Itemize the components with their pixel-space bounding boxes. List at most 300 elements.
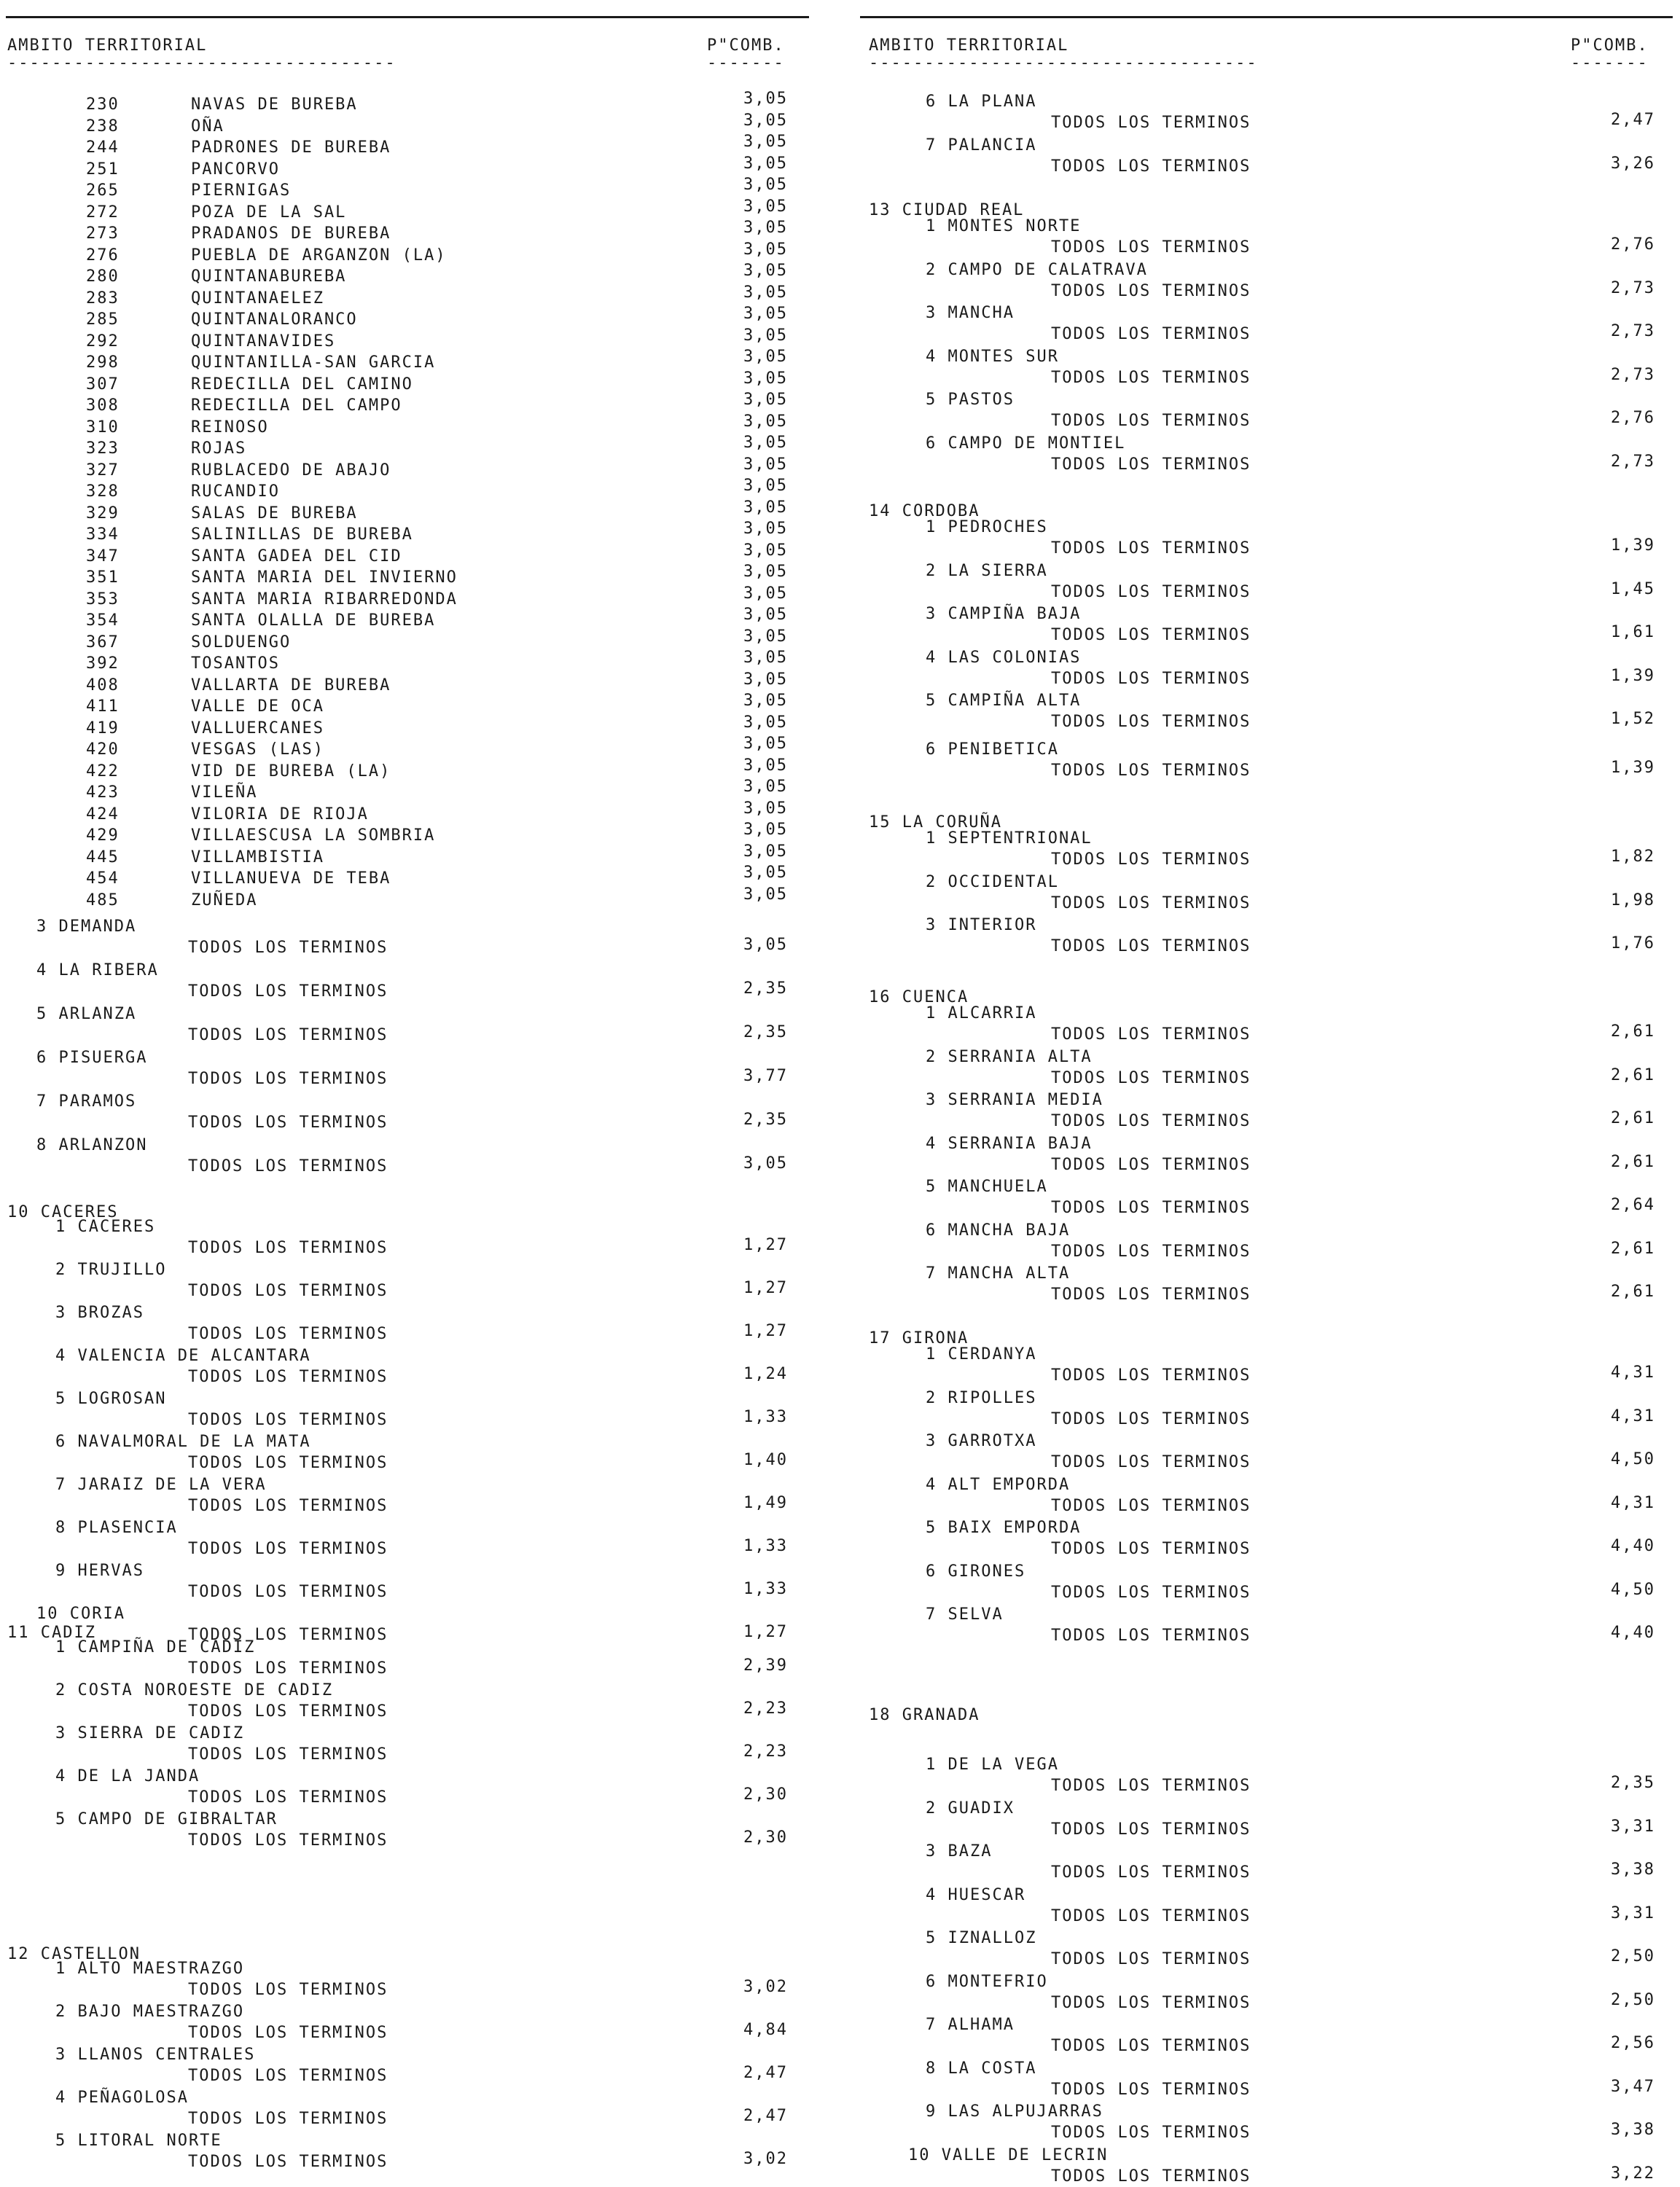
municipality-code: 273 bbox=[86, 224, 120, 243]
municipality-name: REDECILLA DEL CAMPO bbox=[191, 396, 402, 415]
district-value: 1,52 bbox=[1611, 710, 1655, 728]
district-name: 1 CACERES bbox=[55, 1218, 156, 1236]
municipality-name: VALLE DE OCA bbox=[191, 697, 324, 716]
municipality-name: SANTA OLALLA DE BUREBA bbox=[191, 611, 436, 630]
municipality-value: 3,05 bbox=[743, 799, 788, 818]
municipality-value: 3,05 bbox=[743, 520, 788, 538]
municipality-value: 3,05 bbox=[743, 90, 788, 108]
district-value: 2,30 bbox=[743, 1828, 788, 1847]
district-name: 6 MONTEFRIO bbox=[926, 1972, 1048, 1991]
header-ambito-underline: ----------------------------------- bbox=[869, 54, 1258, 72]
todos-los-terminos: TODOS LOS TERMINOS bbox=[1051, 2167, 1251, 2186]
district-name: 4 PEÑAGOLOSA bbox=[55, 2089, 189, 2107]
todos-los-terminos: TODOS LOS TERMINOS bbox=[188, 1981, 388, 1999]
district-value: 2,23 bbox=[743, 1699, 788, 1718]
municipality-code: 392 bbox=[86, 654, 120, 673]
municipality-code: 351 bbox=[86, 568, 120, 587]
todos-los-terminos: TODOS LOS TERMINOS bbox=[188, 2153, 388, 2171]
district-name: 7 ALHAMA bbox=[926, 2016, 1015, 2034]
municipality-code: 328 bbox=[86, 482, 120, 501]
municipality-value: 3,05 bbox=[743, 176, 788, 194]
todos-los-terminos: TODOS LOS TERMINOS bbox=[188, 1026, 388, 1044]
municipality-value: 3,05 bbox=[743, 240, 788, 259]
municipality-name: TOSANTOS bbox=[191, 654, 280, 673]
district-value: 2,47 bbox=[743, 2107, 788, 2125]
todos-los-terminos: TODOS LOS TERMINOS bbox=[188, 1114, 388, 1132]
municipality-code: 265 bbox=[86, 181, 120, 200]
municipality-value: 3,05 bbox=[743, 649, 788, 667]
municipality-value: 3,05 bbox=[743, 219, 788, 237]
municipality-code: 283 bbox=[86, 289, 120, 308]
municipality-name: ZUÑEDA bbox=[191, 891, 258, 909]
municipality-value: 3,05 bbox=[743, 498, 788, 517]
district-value: 1,27 bbox=[743, 1236, 788, 1254]
todos-los-terminos: TODOS LOS TERMINOS bbox=[188, 1745, 388, 1764]
municipality-code: 238 bbox=[86, 117, 120, 136]
district-value: 2,73 bbox=[1611, 278, 1655, 297]
district-value: 2,23 bbox=[743, 1742, 788, 1761]
todos-los-terminos: TODOS LOS TERMINOS bbox=[188, 1583, 388, 1601]
district-name: 1 ALTO MAESTRAZGO bbox=[55, 1960, 245, 1978]
municipality-name: VILLANUEVA DE TEBA bbox=[191, 869, 391, 888]
district-value: 4,31 bbox=[1611, 1493, 1655, 1512]
municipality-code: 429 bbox=[86, 826, 120, 845]
municipality-value: 3,05 bbox=[743, 627, 788, 646]
todos-los-terminos: TODOS LOS TERMINOS bbox=[1051, 850, 1251, 869]
district-name: 6 NAVALMORAL DE LA MATA bbox=[55, 1433, 311, 1451]
district-value: 3,02 bbox=[743, 1978, 788, 1996]
municipality-name: VILLAESCUSA LA SOMBRIA bbox=[191, 826, 436, 845]
district-value: 2,61 bbox=[1611, 1152, 1655, 1171]
municipality-code: 292 bbox=[86, 332, 120, 351]
district-name: 1 MONTES NORTE bbox=[926, 217, 1082, 235]
district-value: 4,40 bbox=[1611, 1624, 1655, 1642]
header-pcomb: P"COMB. bbox=[707, 36, 785, 55]
district-name: 8 LA COSTA bbox=[926, 2059, 1037, 2078]
municipality-name: QUINTANAELEZ bbox=[191, 289, 324, 308]
municipality-value: 3,05 bbox=[743, 842, 788, 861]
district-name: 2 RIPOLLES bbox=[926, 1388, 1037, 1407]
todos-los-terminos: TODOS LOS TERMINOS bbox=[1051, 1627, 1251, 1645]
province-title: 13 CIUDAD REAL bbox=[869, 201, 1025, 219]
todos-los-terminos: TODOS LOS TERMINOS bbox=[188, 1659, 388, 1678]
municipality-code: 408 bbox=[86, 676, 120, 695]
municipality-value: 3,05 bbox=[743, 584, 788, 603]
todos-los-terminos: TODOS LOS TERMINOS bbox=[1051, 539, 1251, 557]
district-name: 5 LOGROSAN bbox=[55, 1390, 167, 1408]
province-title: 14 CORDOBA bbox=[869, 502, 980, 520]
todos-los-terminos: TODOS LOS TERMINOS bbox=[188, 1626, 388, 1644]
district-value: 3,31 bbox=[1611, 1817, 1655, 1836]
district-value: 3,77 bbox=[743, 1067, 788, 1085]
district-value: 3,38 bbox=[1611, 2121, 1655, 2139]
district-name: 3 LLANOS CENTRALES bbox=[55, 2046, 256, 2064]
todos-los-terminos: TODOS LOS TERMINOS bbox=[1051, 114, 1251, 132]
district-value: 3,31 bbox=[1611, 1904, 1655, 1922]
province-title: 18 GRANADA bbox=[869, 1706, 980, 1724]
todos-los-terminos: TODOS LOS TERMINOS bbox=[1051, 2080, 1251, 2099]
district-name: 8 PLASENCIA bbox=[55, 1519, 178, 1537]
district-name: 1 ALCARRIA bbox=[926, 1004, 1037, 1022]
district-value: 4,50 bbox=[1611, 1580, 1655, 1599]
header-pcomb-underline: ------- bbox=[707, 54, 785, 72]
todos-los-terminos: TODOS LOS TERMINOS bbox=[1051, 1242, 1251, 1261]
todos-los-terminos: TODOS LOS TERMINOS bbox=[188, 1411, 388, 1429]
district-value: 1,76 bbox=[1611, 934, 1655, 952]
todos-los-terminos: TODOS LOS TERMINOS bbox=[188, 1368, 388, 1386]
todos-los-terminos: TODOS LOS TERMINOS bbox=[1051, 412, 1251, 430]
district-name: 6 CAMPO DE MONTIEL bbox=[926, 434, 1126, 453]
district-name: 3 SERRANIA MEDIA bbox=[926, 1091, 1103, 1109]
todos-los-terminos: TODOS LOS TERMINOS bbox=[1051, 893, 1251, 912]
district-name: 7 PALANCIA bbox=[926, 136, 1037, 154]
todos-los-terminos: TODOS LOS TERMINOS bbox=[1051, 238, 1251, 257]
district-value: 3,22 bbox=[1611, 2164, 1655, 2183]
todos-los-terminos: TODOS LOS TERMINOS bbox=[1051, 2037, 1251, 2055]
district-value: 1,49 bbox=[743, 1494, 788, 1512]
municipality-value: 3,05 bbox=[743, 885, 788, 904]
municipality-code: 276 bbox=[86, 246, 120, 265]
district-name: 7 SELVA bbox=[926, 1605, 1004, 1624]
district-value: 2,56 bbox=[1611, 2034, 1655, 2052]
municipality-name: RUBLACEDO DE ABAJO bbox=[191, 461, 391, 480]
municipality-code: 419 bbox=[86, 719, 120, 738]
municipality-code: 272 bbox=[86, 203, 120, 222]
district-name: 5 PASTOS bbox=[926, 391, 1015, 409]
district-name: 4 DE LA JANDA bbox=[55, 1767, 200, 1785]
district-value: 1,33 bbox=[743, 1408, 788, 1426]
municipality-code: 454 bbox=[86, 869, 120, 888]
municipality-value: 3,05 bbox=[743, 412, 788, 431]
municipality-name: QUINTANABUREBA bbox=[191, 267, 347, 286]
todos-los-terminos: TODOS LOS TERMINOS bbox=[188, 1282, 388, 1300]
todos-los-terminos: TODOS LOS TERMINOS bbox=[188, 2067, 388, 2085]
district-value: 2,73 bbox=[1611, 322, 1655, 340]
district-name: 3 GARROTXA bbox=[926, 1432, 1037, 1450]
district-value: 4,50 bbox=[1611, 1450, 1655, 1468]
district-value: 1,39 bbox=[1611, 536, 1655, 555]
municipality-value: 3,05 bbox=[743, 154, 788, 173]
district-name: 6 GIRONES bbox=[926, 1562, 1026, 1581]
district-name: 8 ARLANZON bbox=[36, 1136, 148, 1154]
municipality-value: 3,05 bbox=[743, 133, 788, 151]
municipality-name: PANCORVO bbox=[191, 160, 280, 179]
todos-los-terminos: TODOS LOS TERMINOS bbox=[1051, 937, 1251, 955]
municipality-value: 3,05 bbox=[743, 262, 788, 280]
todos-los-terminos: TODOS LOS TERMINOS bbox=[188, 1702, 388, 1721]
header-pcomb: P"COMB. bbox=[1571, 36, 1649, 55]
municipality-name: REINOSO bbox=[191, 418, 269, 437]
municipality-name: VALLUERCANES bbox=[191, 719, 324, 738]
header-ambito: AMBITO TERRITORIAL bbox=[869, 36, 1069, 55]
top-rule bbox=[860, 16, 1673, 18]
district-value: 2,35 bbox=[743, 1111, 788, 1129]
district-value: 2,64 bbox=[1611, 1196, 1655, 1214]
district-name: 3 CAMPIÑA BAJA bbox=[926, 605, 1082, 623]
district-value: 3,05 bbox=[743, 936, 788, 954]
top-rule bbox=[6, 16, 809, 18]
municipality-code: 422 bbox=[86, 762, 120, 780]
district-name: 5 BAIX EMPORDA bbox=[926, 1519, 1082, 1537]
municipality-value: 3,05 bbox=[743, 326, 788, 345]
todos-los-terminos: TODOS LOS TERMINOS bbox=[1051, 1409, 1251, 1428]
district-value: 4,31 bbox=[1611, 1364, 1655, 1382]
todos-los-terminos: TODOS LOS TERMINOS bbox=[1051, 1155, 1251, 1174]
municipality-code: 445 bbox=[86, 848, 120, 866]
todos-los-terminos: TODOS LOS TERMINOS bbox=[1051, 1112, 1251, 1130]
district-value: 4,40 bbox=[1611, 1537, 1655, 1555]
district-value: 3,26 bbox=[1611, 154, 1655, 173]
municipality-code: 485 bbox=[86, 891, 120, 909]
district-value: 1,39 bbox=[1611, 759, 1655, 777]
municipality-value: 3,05 bbox=[743, 756, 788, 775]
municipality-value: 3,05 bbox=[743, 864, 788, 882]
district-name: 10 VALLE DE LECRIN bbox=[908, 2145, 1109, 2164]
district-name: 4 ALT EMPORDA bbox=[926, 1475, 1071, 1494]
municipality-value: 3,05 bbox=[743, 434, 788, 452]
municipality-value: 3,05 bbox=[743, 606, 788, 624]
municipality-code: 354 bbox=[86, 611, 120, 630]
municipality-value: 3,05 bbox=[743, 713, 788, 732]
municipality-value: 3,05 bbox=[743, 692, 788, 710]
municipality-name: PUEBLA DE ARGANZON (LA) bbox=[191, 246, 447, 265]
todos-los-terminos: TODOS LOS TERMINOS bbox=[1051, 281, 1251, 300]
todos-los-terminos: TODOS LOS TERMINOS bbox=[1051, 1496, 1251, 1515]
todos-los-terminos: TODOS LOS TERMINOS bbox=[188, 2110, 388, 2128]
municipality-code: 424 bbox=[86, 805, 120, 823]
municipality-code: 334 bbox=[86, 525, 120, 544]
municipality-name: OÑA bbox=[191, 117, 224, 136]
municipality-value: 3,05 bbox=[743, 305, 788, 323]
district-name: 5 CAMPO DE GIBRALTAR bbox=[55, 1810, 278, 1828]
todos-los-terminos: TODOS LOS TERMINOS bbox=[1051, 1906, 1251, 1925]
district-name: 1 PEDROCHES bbox=[926, 518, 1048, 536]
municipality-value: 3,05 bbox=[743, 735, 788, 753]
todos-los-terminos: TODOS LOS TERMINOS bbox=[1051, 368, 1251, 387]
district-value: 2,61 bbox=[1611, 1022, 1655, 1041]
district-name: 5 LITORAL NORTE bbox=[55, 2132, 222, 2150]
district-value: 2,73 bbox=[1611, 452, 1655, 471]
district-value: 2,30 bbox=[743, 1785, 788, 1804]
municipality-code: 230 bbox=[86, 95, 120, 114]
todos-los-terminos: TODOS LOS TERMINOS bbox=[188, 1157, 388, 1175]
district-value: 1,45 bbox=[1611, 579, 1655, 598]
todos-los-terminos: TODOS LOS TERMINOS bbox=[188, 1454, 388, 1472]
district-value: 1,27 bbox=[743, 1623, 788, 1641]
municipality-name: POZA DE LA SAL bbox=[191, 203, 347, 222]
municipality-value: 3,05 bbox=[743, 111, 788, 130]
municipality-name: VALLARTA DE BUREBA bbox=[191, 676, 391, 695]
district-name: 2 OCCIDENTAL bbox=[926, 872, 1059, 891]
district-name: 4 LAS COLONIAS bbox=[926, 648, 1082, 667]
municipality-name: SALAS DE BUREBA bbox=[191, 504, 358, 523]
municipality-code: 411 bbox=[86, 697, 120, 716]
district-value: 1,39 bbox=[1611, 666, 1655, 685]
municipality-code: 308 bbox=[86, 396, 120, 415]
todos-los-terminos: TODOS LOS TERMINOS bbox=[1051, 1583, 1251, 1602]
district-value: 2,35 bbox=[1611, 1774, 1655, 1792]
district-value: 2,73 bbox=[1611, 365, 1655, 384]
municipality-name: PADRONES DE BUREBA bbox=[191, 138, 391, 157]
todos-los-terminos: TODOS LOS TERMINOS bbox=[188, 1831, 388, 1850]
district-name: 2 CAMPO DE CALATRAVA bbox=[926, 260, 1148, 279]
todos-los-terminos: TODOS LOS TERMINOS bbox=[1051, 1366, 1251, 1385]
district-name: 6 PENIBETICA bbox=[926, 740, 1059, 759]
municipality-value: 3,05 bbox=[743, 348, 788, 366]
municipality-name: SANTA GADEA DEL CID bbox=[191, 547, 402, 566]
todos-los-terminos: TODOS LOS TERMINOS bbox=[188, 1239, 388, 1257]
district-value: 2,39 bbox=[743, 1656, 788, 1675]
district-name: 3 INTERIOR bbox=[926, 916, 1037, 934]
province-title: 10 CACERES bbox=[7, 1203, 119, 1221]
municipality-code: 251 bbox=[86, 160, 120, 179]
todos-los-terminos: TODOS LOS TERMINOS bbox=[1051, 1199, 1251, 1217]
todos-los-terminos: TODOS LOS TERMINOS bbox=[1051, 325, 1251, 343]
municipality-value: 3,05 bbox=[743, 455, 788, 474]
todos-los-terminos: TODOS LOS TERMINOS bbox=[1051, 669, 1251, 688]
district-value: 2,50 bbox=[1611, 1947, 1655, 1965]
municipality-value: 3,05 bbox=[743, 541, 788, 560]
municipality-name: ROJAS bbox=[191, 439, 247, 458]
district-name: 9 HERVAS bbox=[55, 1562, 144, 1580]
municipality-name: VID DE BUREBA (LA) bbox=[191, 762, 391, 780]
municipality-name: SOLDUENGO bbox=[191, 633, 292, 652]
municipality-code: 327 bbox=[86, 461, 120, 480]
municipality-name: VESGAS (LAS) bbox=[191, 740, 324, 759]
district-name: 4 LA RIBERA bbox=[36, 961, 159, 979]
municipality-name: RUCANDIO bbox=[191, 482, 280, 501]
municipality-code: 244 bbox=[86, 138, 120, 157]
district-name: 4 MONTES SUR bbox=[926, 347, 1059, 366]
district-name: 2 TRUJILLO bbox=[55, 1261, 167, 1279]
todos-los-terminos: TODOS LOS TERMINOS bbox=[188, 1540, 388, 1558]
municipality-code: 353 bbox=[86, 590, 120, 609]
municipality-code: 298 bbox=[86, 353, 120, 372]
municipality-value: 3,05 bbox=[743, 369, 788, 388]
municipality-name: QUINTANALORANCO bbox=[191, 310, 358, 329]
todos-los-terminos: TODOS LOS TERMINOS bbox=[188, 1325, 388, 1343]
district-name: 5 CAMPIÑA ALTA bbox=[926, 692, 1082, 710]
municipality-name: SALINILLAS DE BUREBA bbox=[191, 525, 413, 544]
municipality-code: 280 bbox=[86, 267, 120, 286]
district-name: 4 VALENCIA DE ALCANTARA bbox=[55, 1347, 311, 1365]
municipality-name: QUINTANAVIDES bbox=[191, 332, 336, 351]
municipality-code: 329 bbox=[86, 504, 120, 523]
district-name: 5 MANCHUELA bbox=[926, 1178, 1048, 1196]
province-title: 12 CASTELLON bbox=[7, 1945, 141, 1963]
district-name: 5 ARLANZA bbox=[36, 1005, 137, 1023]
municipality-value: 3,05 bbox=[743, 391, 788, 409]
province-title: 15 LA CORUÑA bbox=[869, 813, 1002, 832]
district-name: 3 SIERRA DE CADIZ bbox=[55, 1724, 245, 1742]
municipality-name: SANTA MARIA DEL INVIERNO bbox=[191, 568, 458, 587]
district-value: 1,33 bbox=[743, 1580, 788, 1598]
district-value: 3,05 bbox=[743, 1154, 788, 1173]
municipality-name: QUINTANILLA-SAN GARCIA bbox=[191, 353, 436, 372]
municipality-value: 3,05 bbox=[743, 563, 788, 581]
district-value: 1,61 bbox=[1611, 623, 1655, 641]
todos-los-terminos: TODOS LOS TERMINOS bbox=[1051, 1025, 1251, 1044]
district-value: 1,33 bbox=[743, 1537, 788, 1555]
municipality-name: VILEÑA bbox=[191, 783, 258, 802]
district-name: 10 CORIA bbox=[36, 1605, 125, 1623]
district-value: 2,50 bbox=[1611, 1990, 1655, 2009]
todos-los-terminos: TODOS LOS TERMINOS bbox=[1051, 455, 1251, 474]
municipality-code: 367 bbox=[86, 633, 120, 652]
district-name: 2 LA SIERRA bbox=[926, 561, 1048, 580]
district-value: 2,35 bbox=[743, 979, 788, 998]
district-name: 2 BAJO MAESTRAZGO bbox=[55, 2003, 245, 2021]
district-value: 2,47 bbox=[743, 2064, 788, 2082]
todos-los-terminos: TODOS LOS TERMINOS bbox=[1051, 713, 1251, 731]
municipality-name: PRADANOS DE BUREBA bbox=[191, 224, 391, 243]
district-name: 1 SEPTENTRIONAL bbox=[926, 829, 1093, 848]
todos-los-terminos: TODOS LOS TERMINOS bbox=[1051, 1453, 1251, 1471]
district-name: 1 CERDANYA bbox=[926, 1345, 1037, 1364]
district-name: 2 GUADIX bbox=[926, 1799, 1015, 1818]
district-name: 7 JARAIZ DE LA VERA bbox=[55, 1476, 267, 1494]
municipality-value: 3,05 bbox=[743, 670, 788, 689]
todos-los-terminos: TODOS LOS TERMINOS bbox=[1051, 582, 1251, 601]
municipality-code: 323 bbox=[86, 439, 120, 458]
district-value: 1,98 bbox=[1611, 891, 1655, 909]
todos-los-terminos: TODOS LOS TERMINOS bbox=[1051, 762, 1251, 780]
municipality-value: 3,05 bbox=[743, 283, 788, 302]
district-value: 1,27 bbox=[743, 1322, 788, 1340]
municipality-name: SANTA MARIA RIBARREDONDA bbox=[191, 590, 458, 609]
header-ambito: AMBITO TERRITORIAL bbox=[7, 36, 208, 55]
todos-los-terminos: TODOS LOS TERMINOS bbox=[1051, 1993, 1251, 2012]
district-value: 2,61 bbox=[1611, 1109, 1655, 1127]
province-title: 16 CUENCA bbox=[869, 988, 969, 1006]
municipality-code: 423 bbox=[86, 783, 120, 802]
header-pcomb-underline: ------- bbox=[1571, 54, 1649, 72]
district-name: 2 SERRANIA ALTA bbox=[926, 1047, 1093, 1066]
municipality-code: 347 bbox=[86, 547, 120, 566]
todos-los-terminos: TODOS LOS TERMINOS bbox=[1051, 1777, 1251, 1795]
municipality-name: PIERNIGAS bbox=[191, 181, 292, 200]
district-value: 1,82 bbox=[1611, 848, 1655, 866]
district-value: 1,40 bbox=[743, 1451, 788, 1469]
todos-los-terminos: TODOS LOS TERMINOS bbox=[188, 1497, 388, 1515]
municipality-code: 285 bbox=[86, 310, 120, 329]
district-value: 2,61 bbox=[1611, 1239, 1655, 1258]
municipality-value: 3,05 bbox=[743, 477, 788, 495]
district-value: 4,31 bbox=[1611, 1407, 1655, 1425]
district-name: 6 PISUERGA bbox=[36, 1049, 148, 1067]
header-ambito-underline: ----------------------------------- bbox=[7, 54, 396, 72]
district-name: 7 PARAMOS bbox=[36, 1092, 137, 1111]
district-value: 2,47 bbox=[1611, 111, 1655, 129]
municipality-value: 3,05 bbox=[743, 821, 788, 839]
district-name: 3 BAZA bbox=[926, 1842, 993, 1861]
todos-los-terminos: TODOS LOS TERMINOS bbox=[1051, 1540, 1251, 1558]
district-value: 1,24 bbox=[743, 1365, 788, 1383]
todos-los-terminos: TODOS LOS TERMINOS bbox=[188, 1788, 388, 1807]
district-name: 9 LAS ALPUJARRAS bbox=[926, 2102, 1103, 2121]
district-name: 3 DEMANDA bbox=[36, 918, 137, 936]
district-value: 4,84 bbox=[743, 2021, 788, 2039]
todos-los-terminos: TODOS LOS TERMINOS bbox=[188, 982, 388, 1001]
district-value: 2,61 bbox=[1611, 1283, 1655, 1301]
todos-los-terminos: TODOS LOS TERMINOS bbox=[188, 939, 388, 957]
district-value: 1,27 bbox=[743, 1279, 788, 1297]
district-value: 2,35 bbox=[743, 1023, 788, 1041]
todos-los-terminos: TODOS LOS TERMINOS bbox=[1051, 1950, 1251, 1968]
district-value: 2,76 bbox=[1611, 409, 1655, 427]
municipality-value: 3,05 bbox=[743, 197, 788, 216]
district-value: 3,38 bbox=[1611, 1861, 1655, 1879]
